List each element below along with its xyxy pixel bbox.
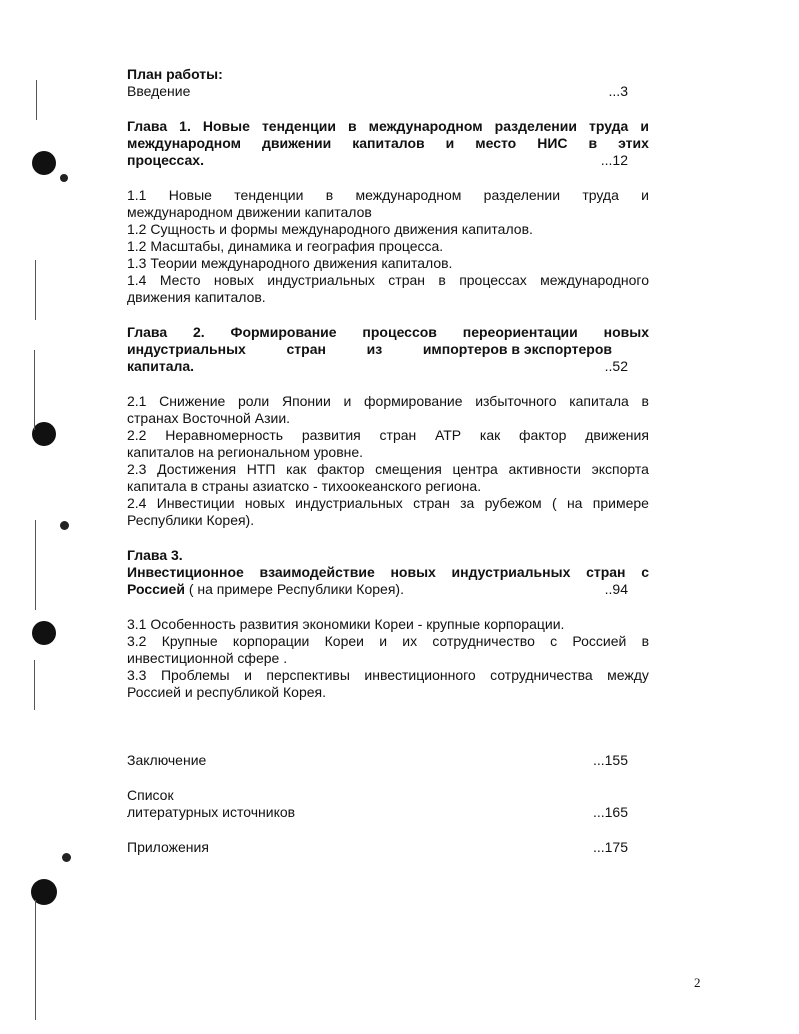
chapter-2-title bbox=[127, 324, 649, 375]
toc-entry-page: ...12 bbox=[600, 152, 628, 168]
section-line bbox=[127, 272, 649, 289]
word: Японии bbox=[281, 393, 331, 409]
section-line bbox=[127, 633, 649, 650]
section-line bbox=[127, 427, 649, 444]
scan-edge-line bbox=[35, 260, 36, 320]
section-line: 1.2 Сущность и формы международного движения капиталов. bbox=[127, 221, 533, 237]
word: экспорта bbox=[591, 461, 649, 477]
section-line: инвестиционной сфере . bbox=[127, 650, 288, 666]
word: импортеров в экспортеров bbox=[422, 341, 612, 357]
word: этих bbox=[618, 135, 649, 151]
section-line bbox=[127, 667, 649, 684]
title-line-last bbox=[127, 358, 649, 375]
scan-edge-line bbox=[36, 80, 37, 120]
word: формирование bbox=[364, 393, 463, 409]
toc-entry-page: ...175 bbox=[592, 839, 628, 855]
word: на bbox=[566, 495, 583, 511]
word: международном bbox=[355, 187, 462, 203]
word: и bbox=[343, 393, 352, 409]
word: Глава bbox=[127, 118, 168, 134]
toc-entry-intro bbox=[127, 83, 649, 100]
section-line: 3.1 Особенность развития экономики Кореи - крупные корпорации. bbox=[127, 616, 565, 632]
scan-edge-line bbox=[35, 520, 36, 610]
chapter-3-sections bbox=[127, 616, 649, 701]
word: Новые bbox=[202, 118, 250, 134]
word: корпорации bbox=[232, 633, 310, 649]
word: Кореи bbox=[324, 633, 364, 649]
toc-entry-label: Приложения bbox=[127, 839, 209, 855]
scan-speck bbox=[60, 521, 69, 530]
section-line: капиталов на региональном уровне. bbox=[127, 444, 364, 460]
word: рубежом bbox=[484, 495, 542, 511]
word: процессов bbox=[362, 324, 437, 340]
word: международном bbox=[127, 135, 241, 151]
toc-entry-label: Введение bbox=[127, 83, 191, 99]
section-line bbox=[127, 393, 649, 410]
word: центра bbox=[452, 461, 498, 477]
word: разделении bbox=[483, 187, 561, 203]
word: сотрудничества bbox=[490, 667, 593, 683]
word: стран bbox=[586, 564, 626, 580]
word: 2.2 bbox=[127, 427, 147, 443]
word: стран bbox=[388, 272, 425, 288]
section-line bbox=[127, 461, 649, 478]
word: 2.1 bbox=[127, 393, 147, 409]
scan-speck bbox=[62, 853, 71, 862]
toc-entry-page: ...155 bbox=[592, 752, 628, 768]
toc-entry-appendix bbox=[127, 839, 649, 856]
word: в bbox=[438, 272, 446, 288]
chapter-1-title bbox=[127, 118, 649, 169]
section-line: Россией и республикой Корея. bbox=[127, 684, 326, 700]
word: индустриальных bbox=[295, 495, 403, 511]
word: капиталов bbox=[352, 135, 425, 151]
word: смещения bbox=[375, 461, 442, 477]
plan-title: План работы: bbox=[127, 66, 223, 82]
word: стран bbox=[379, 427, 417, 443]
scan-edge-line bbox=[35, 900, 36, 1020]
word: как bbox=[479, 427, 501, 443]
section-line: странах Восточной Азии. bbox=[127, 410, 291, 426]
section-line: капитала в страны азиатско - тихоокеанского региона. bbox=[127, 478, 482, 494]
toc-entry-label: литературных источников bbox=[127, 804, 296, 820]
section-line: 1.2 Масштабы, динамика и география процесса. bbox=[127, 238, 444, 254]
word: Место bbox=[159, 272, 201, 288]
word: их bbox=[402, 633, 418, 649]
toc-entry-page: ..52 bbox=[604, 358, 628, 374]
word: и bbox=[641, 187, 649, 203]
word: движении bbox=[261, 135, 332, 151]
word: Россией bbox=[572, 633, 627, 649]
word: стран bbox=[413, 495, 450, 511]
section-line: движения капиталов. bbox=[127, 289, 266, 305]
word: АТР bbox=[435, 427, 462, 443]
title-line-last bbox=[127, 152, 649, 169]
title-line bbox=[127, 324, 649, 341]
word: процессах bbox=[459, 272, 527, 288]
word: Неравномерность bbox=[165, 427, 284, 443]
word: примере bbox=[592, 495, 649, 511]
scan-edge-line bbox=[34, 660, 35, 710]
chapter-2-sections bbox=[127, 393, 649, 529]
word: из bbox=[366, 341, 383, 357]
word: место bbox=[475, 135, 517, 151]
toc-entry-page: ...3 bbox=[608, 83, 628, 99]
word: разделении bbox=[494, 118, 577, 134]
word: Инвестиционное bbox=[127, 564, 244, 580]
word: сотрудничество bbox=[432, 633, 535, 649]
word: взаимодействие bbox=[259, 564, 375, 580]
title-line bbox=[127, 118, 649, 135]
chapter-3-title bbox=[127, 547, 649, 598]
word: новых bbox=[244, 495, 285, 511]
word: тенденции bbox=[261, 118, 336, 134]
section-line bbox=[127, 187, 649, 204]
word: 3.3 bbox=[127, 667, 147, 683]
word: 2.4 bbox=[127, 495, 147, 511]
word: как bbox=[286, 461, 307, 477]
toc-entry-references-label: Список bbox=[127, 787, 174, 803]
word: с bbox=[641, 564, 649, 580]
word: фактор bbox=[519, 427, 567, 443]
punch-hole bbox=[32, 151, 56, 175]
word: НИС bbox=[537, 135, 568, 151]
word: за bbox=[460, 495, 475, 511]
word: тенденции bbox=[234, 187, 304, 203]
toc-entry-label: Заключение bbox=[127, 752, 207, 768]
toc-entry-references bbox=[127, 804, 649, 821]
chapter-3-heading: Глава 3. bbox=[127, 547, 183, 563]
word: индустриальных bbox=[127, 341, 246, 357]
word: Достижения bbox=[157, 461, 237, 477]
word: Россией bbox=[127, 581, 185, 597]
word: 3.2 bbox=[127, 633, 147, 649]
word: Крупные bbox=[161, 633, 218, 649]
section-line: 1.3 Теории международного движения капиталов. bbox=[127, 255, 453, 271]
word: международного bbox=[540, 272, 649, 288]
word: с bbox=[550, 633, 558, 649]
word: стран bbox=[286, 341, 326, 357]
word: новых bbox=[603, 324, 649, 340]
word: 1. bbox=[179, 118, 191, 134]
word: новых bbox=[390, 564, 436, 580]
word: процессах. bbox=[127, 152, 204, 168]
word: ( bbox=[551, 495, 557, 511]
page-number: 2 bbox=[694, 975, 701, 990]
title-line bbox=[127, 135, 649, 152]
title-line bbox=[127, 341, 612, 358]
word: индустриальных bbox=[267, 272, 375, 288]
toc-entry-conclusion bbox=[127, 752, 649, 769]
table-of-contents bbox=[127, 66, 649, 856]
punch-hole bbox=[32, 422, 56, 446]
word: индустриальных bbox=[451, 564, 571, 580]
word: и bbox=[379, 633, 388, 649]
word: НТП bbox=[246, 461, 276, 477]
word: международном bbox=[368, 118, 483, 134]
word: избыточного bbox=[475, 393, 557, 409]
punch-hole bbox=[32, 621, 56, 645]
word: труда bbox=[589, 118, 629, 134]
scan-speck bbox=[60, 174, 68, 182]
word: роли bbox=[238, 393, 270, 409]
section-line: международном движении капиталов bbox=[127, 204, 372, 220]
chapter-1-sections bbox=[127, 187, 649, 306]
word: труда bbox=[582, 187, 619, 203]
word: 2. bbox=[193, 324, 205, 340]
word: переориентации bbox=[462, 324, 578, 340]
title-suffix: ( на примере Республики Корея). bbox=[184, 581, 404, 597]
word: и bbox=[445, 135, 455, 151]
word: Формирование bbox=[230, 324, 337, 340]
toc-entry-page: ..94 bbox=[604, 581, 628, 597]
word: Снижение bbox=[159, 393, 226, 409]
word: инвестиционного bbox=[364, 667, 476, 683]
title-line bbox=[127, 564, 649, 581]
word: активности bbox=[508, 461, 581, 477]
word: в bbox=[641, 633, 649, 649]
word: фактор bbox=[317, 461, 365, 477]
word: 2.3 bbox=[127, 461, 147, 477]
word: в bbox=[641, 393, 649, 409]
scan-edge-line bbox=[34, 350, 35, 430]
section-line: Республики Корея). bbox=[127, 512, 255, 528]
word: 1.1 bbox=[127, 187, 147, 203]
toc-entry-page: ...165 bbox=[592, 804, 628, 820]
word: в bbox=[325, 187, 334, 203]
word: Проблемы bbox=[160, 667, 230, 683]
word: Новые bbox=[168, 187, 212, 203]
word: Инвестиции bbox=[156, 495, 235, 511]
word: перспективы bbox=[266, 667, 350, 683]
word: между bbox=[607, 667, 649, 683]
word: развития bbox=[301, 427, 361, 443]
word: в bbox=[348, 118, 357, 134]
word: и bbox=[640, 118, 649, 134]
word: и bbox=[244, 667, 252, 683]
word: капитала. bbox=[127, 358, 195, 374]
word: движения bbox=[585, 427, 649, 443]
title-line-last bbox=[127, 581, 649, 598]
word: 1.4 bbox=[127, 272, 147, 288]
word: капитала bbox=[569, 393, 629, 409]
word: новых bbox=[213, 272, 254, 288]
word: в bbox=[588, 135, 598, 151]
section-line bbox=[127, 495, 649, 512]
word: Глава bbox=[127, 324, 168, 340]
